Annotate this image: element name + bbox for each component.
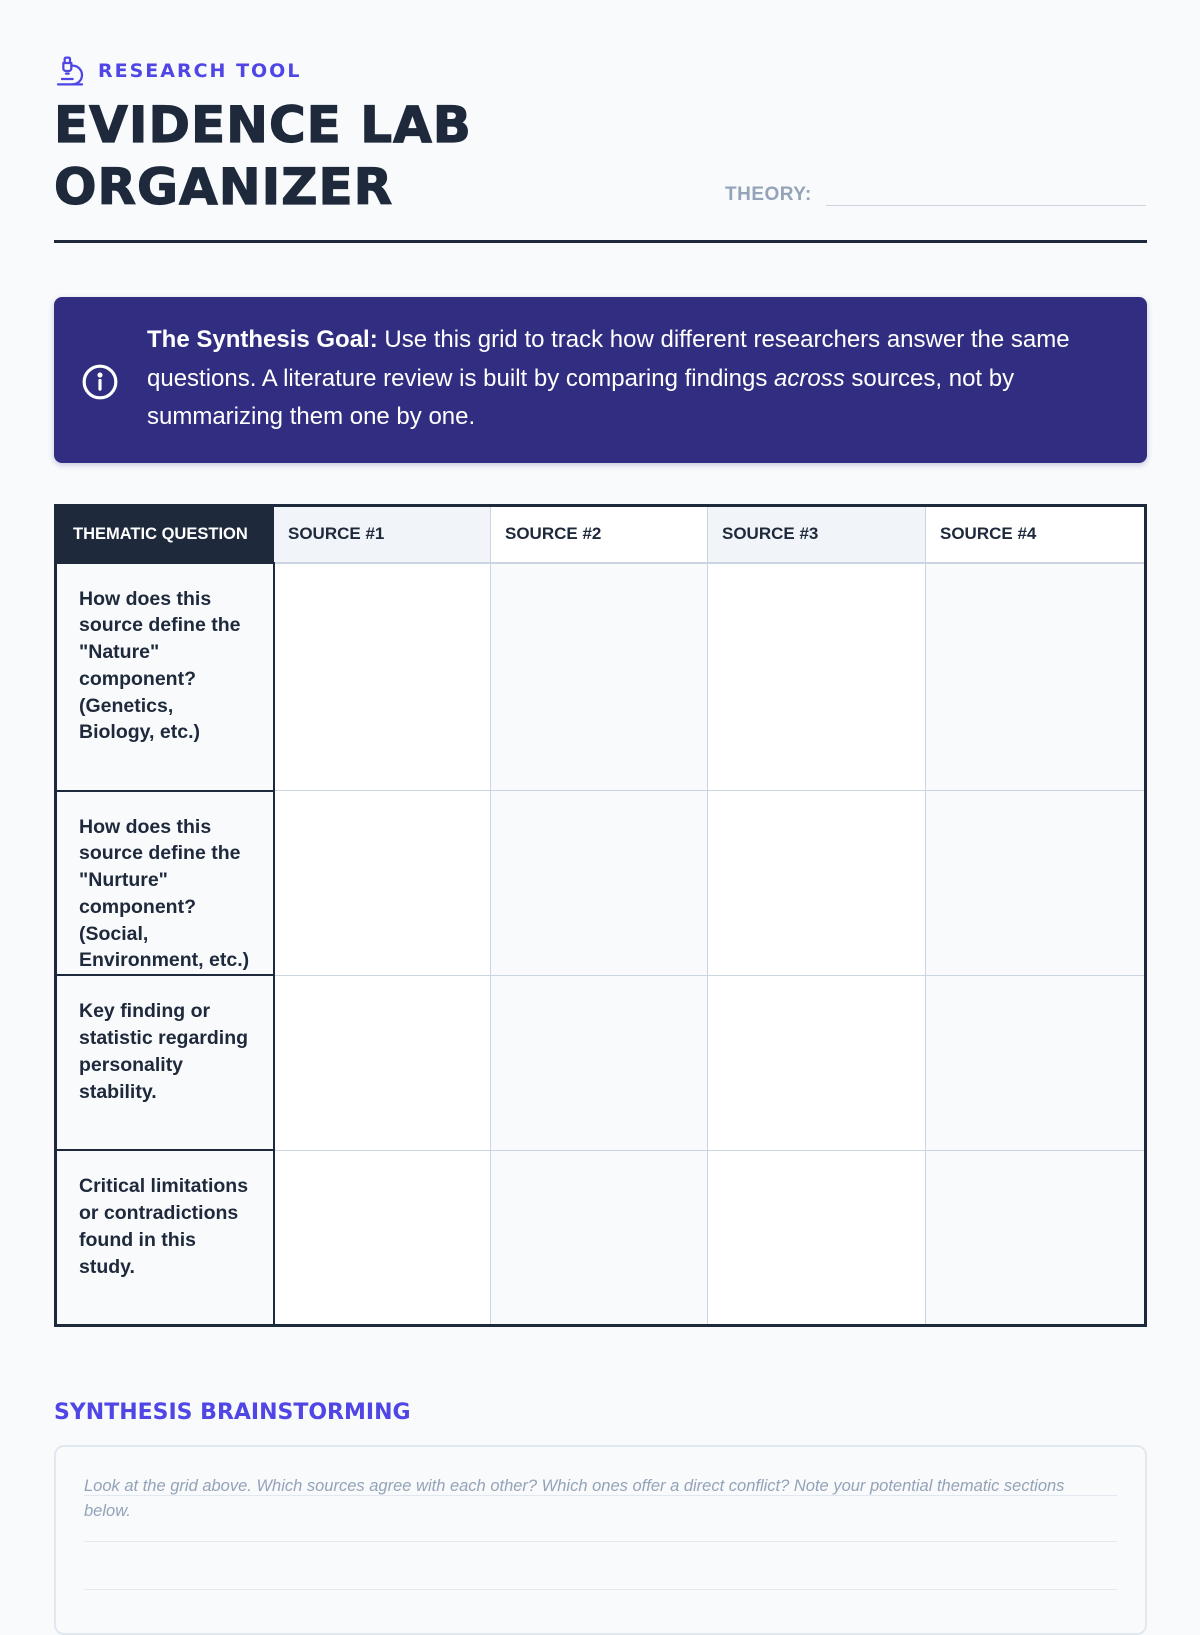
grid-cell-source-4[interactable]: [926, 1150, 1146, 1325]
eyebrow: [54, 55, 301, 87]
ruled-line: [84, 1589, 1117, 1590]
brainstorm-prompt: Look at the grid above. Which sources agree with each other? Which ones offer a direct conflict? Note your potential thematic sections below.: [84, 1477, 1065, 1520]
thematic-question: How does this source define the "Nature" component? (Genetics, Biology, etc.): [56, 563, 274, 791]
grid-cell-source-1[interactable]: [274, 563, 491, 791]
grid-row-nature: [56, 563, 1146, 791]
source-4-header: SOURCE #4: [926, 506, 1146, 563]
callout-text: [147, 321, 1117, 437]
callout-text-after: sources, not by summarizing them one by one.: [147, 364, 1015, 430]
grid-cell-source-4[interactable]: [926, 563, 1146, 791]
callout-text-before: Use this grid to track how different researchers answer the same questions. A literature review is built by comparing findings: [147, 326, 1070, 392]
eyebrow-label: RESEARCH TOOL: [98, 60, 302, 82]
source-3-header: SOURCE #3: [708, 506, 926, 563]
theory-input[interactable]: [826, 176, 1146, 206]
grid-cell-source-4[interactable]: [926, 975, 1146, 1150]
grid-row-nurture: [56, 791, 1146, 976]
page-title-line-1: EVIDENCE LAB: [54, 96, 472, 154]
thematic-question: Key finding or statistic regarding personality stability.: [56, 975, 274, 1150]
thematic-question: How does this source define the "Nurture" component? (Social, Environment, etc.): [56, 791, 274, 976]
ruled-line: [84, 1495, 1117, 1496]
source-1-header: SOURCE #1: [274, 506, 491, 563]
ruled-line: [84, 1541, 1117, 1542]
info-icon: [81, 363, 119, 401]
header-divider: [54, 240, 1147, 243]
grid-cell-source-2[interactable]: [491, 975, 708, 1150]
grid-cell-source-1[interactable]: [274, 975, 491, 1150]
grid-row-limitations: [56, 1150, 1146, 1325]
synthesis-goal-callout: [54, 297, 1147, 463]
page-title-line-2: ORGANIZER: [54, 158, 394, 216]
page-title: [54, 94, 472, 218]
synthesis-brainstorming-heading: SYNTHESIS BRAINSTORMING: [54, 1400, 411, 1425]
evidence-grid: [54, 504, 1147, 1327]
thematic-question: Critical limitations or contradictions found in this study.: [56, 1150, 274, 1325]
grid-cell-source-1[interactable]: [274, 1150, 491, 1325]
grid-cell-source-3[interactable]: [708, 791, 926, 976]
grid-row-key-finding: [56, 975, 1146, 1150]
grid-cell-source-1[interactable]: [274, 791, 491, 976]
grid-cell-source-4[interactable]: [926, 791, 1146, 976]
thematic-question-header: THEMATIC QUESTION: [56, 506, 274, 563]
grid-cell-source-2[interactable]: [491, 791, 708, 976]
grid-cell-source-3[interactable]: [708, 1150, 926, 1325]
grid-cell-source-2[interactable]: [491, 563, 708, 791]
grid-cell-source-3[interactable]: [708, 563, 926, 791]
microscope-icon: [54, 55, 86, 87]
grid-header-row: [56, 506, 1146, 563]
callout-lead: The Synthesis Goal:: [147, 326, 378, 353]
grid-cell-source-3[interactable]: [708, 975, 926, 1150]
callout-emphasis: across: [774, 364, 845, 392]
grid-cell-source-2[interactable]: [491, 1150, 708, 1325]
theory-field: [725, 176, 1146, 206]
source-2-header: SOURCE #2: [491, 506, 708, 563]
theory-label: THEORY:: [725, 184, 812, 205]
brainstorm-notes-box[interactable]: [54, 1445, 1147, 1635]
